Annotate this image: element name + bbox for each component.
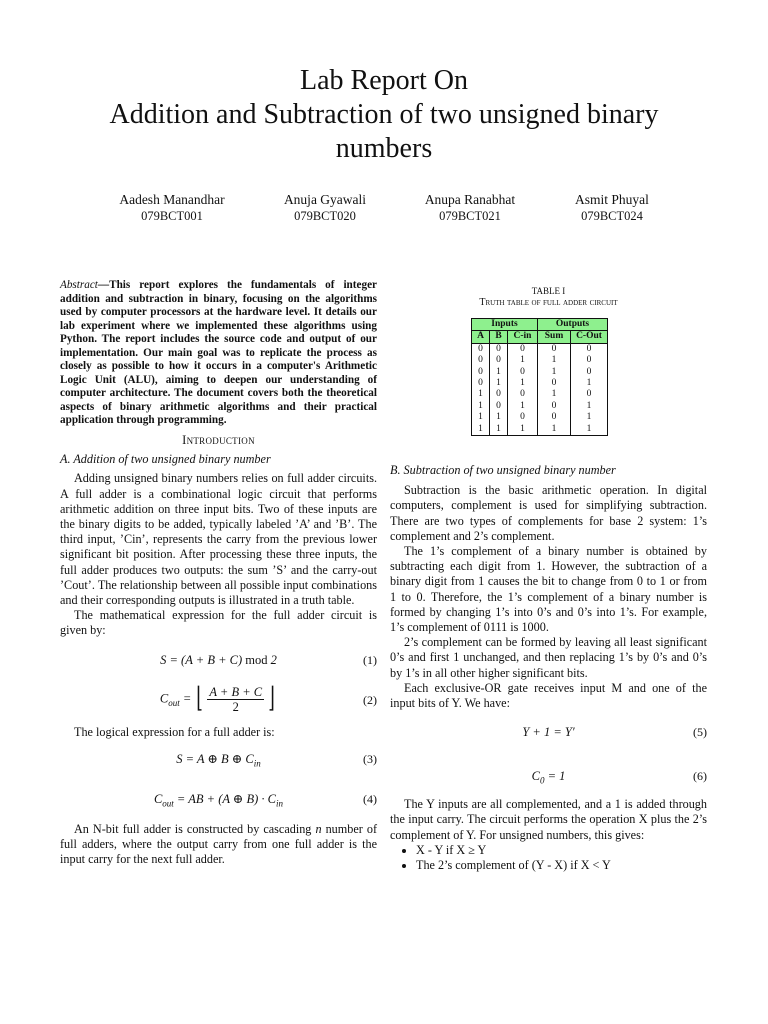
table-row [472,355,608,366]
author-3 [390,191,550,225]
introduction-heading: Introduction [182,433,255,447]
equation-number: (2) [363,692,377,707]
title-line-1: Lab Report On [300,65,468,96]
table-cell: 0 [472,367,490,378]
author-2 [245,191,405,225]
table-group-header [472,319,608,331]
sub-paragraph-1: Subtraction is the basic arithmetic operation. In digital computers, complement is used for simplifying subtraction. There are two types of complements for base 2 system: 1’s complement and 2’s complement. [390,483,707,543]
equation-number: (1) [363,652,377,667]
table-column-header [472,331,608,343]
table-cell: 0 [490,389,508,400]
table-cell: 1 [508,355,538,366]
subsection-a-heading: A. Addition of two unsigned binary number [60,452,271,467]
title-line-3: numbers [335,133,433,164]
author-id: 079BCT024 [581,209,643,223]
table-cell: 0 [538,412,571,423]
table-cell: 0 [508,389,538,400]
subsection-b-heading: B. Subtraction of two unsigned binary number [390,463,616,477]
paper-title [40,64,728,166]
table-cell: 0 [538,401,571,412]
table-cell: 0 [571,367,608,378]
equation-2: $C_{out}$ = ⌊ $\frac{A + B + C}{2}$ ⌋ (2) [159,683,377,715]
author-1 [92,191,252,225]
table-cell: 0 [538,343,571,355]
col-b: B [490,331,508,343]
table-row [472,343,608,355]
table-cell: 0 [508,412,538,423]
table-cell: 1 [508,378,538,389]
table-cell: 1 [571,412,608,423]
table-cell: 1 [571,424,608,436]
author-name: Anupa Ranabhat [424,192,516,207]
table-row [472,367,608,378]
col-cout: C-Out [571,331,608,343]
equation-number: (5) [693,725,707,740]
table-row [472,389,608,400]
table-cell: 1 [472,389,490,400]
bullet-item: • The 2’s complement of (Y - X) if X < Y [416,858,707,873]
group-inputs: Inputs [472,319,538,331]
table-cell: 1 [472,401,490,412]
author-name: Aadesh Manandhar [119,192,225,207]
table-cell: 0 [490,401,508,412]
table-cell: 1 [472,424,490,436]
table-caption [390,285,707,309]
table-row [472,401,608,412]
sub-paragraph-2: The 1’s complement of a binary number is obtained by subtracting each digit from 1. However, the subtraction of a binary digit from 1 causes the bit to change from 0 to 1 or from 1 to 0. Therefore, the 1’s complement of a binary number is formed by changing 1’s into 0’s and 0’s into 1’s. For example, 1’s complement of 0111 is 1000. [390,544,707,635]
table-row [472,424,608,436]
table-cell: 0 [508,343,538,355]
author-id: 079BCT021 [439,209,501,223]
intro-paragraph-1: Adding unsigned binary numbers relies on full adder circuits. A full adder is a combinational logic circuit that performs arithmetic addition on three input bits. Two of these inputs are the binary digits to be added, typically labeled ’A’ and ’B’. The third input, ’Cin’, represents the carry from the previous lower significant bit position. After processing these three inputs, the full adder produces two outputs: the sum ’S’ and the carry-out ’Cout’. The relationship between all possible input combinations and their corresponding outputs is illustrated in a truth table. [60,471,377,608]
sub-paragraph-3: 2’s complement can be formed by leaving all least significant 0’s and first 1 unchanged, and then replacing 1’s by 0’s and 0’s by 1’s in all other higher significant bits. [390,635,707,680]
equation-number: (6) [693,769,707,784]
table-row [472,378,608,389]
equation-3: S = A ⊕ B ⊕ $C_{in}$ (3) [176,751,377,769]
title-line-2: Addition and Subtraction of two unsigned binary [109,99,659,130]
table-title: Truth table of full adder circuit [479,297,618,308]
table-cell: 1 [508,401,538,412]
intro-paragraph-3: The logical expression for a full adder is: [74,724,275,739]
table-label: TABLE I [531,286,566,296]
table-row [472,412,608,423]
table-cell: 0 [490,343,508,355]
introduction-section [60,433,377,867]
col-sum: Sum [538,331,571,343]
table-cell: 1 [472,412,490,423]
author-name: Anuja Gyawali [283,192,367,207]
table-cell: 1 [490,367,508,378]
truth-table [471,318,608,436]
subtraction-section [390,463,707,873]
table-cell: 0 [508,367,538,378]
table-cell: 1 [490,412,508,423]
sub-paragraph-5: The Y inputs are all complemented, and a 1 is added through the input carry. The circuit performs the operation X plus the 2’s complement of Y. For unsigned numbers, this gives: [390,797,707,842]
table-cell: 1 [571,401,608,412]
table-cell: 0 [472,378,490,389]
equation-5: Y + 1 = Y′ (5) [522,725,707,740]
intro-paragraph-4: An N-bit full adder is constructed by cascading n number of full adders, where the output carry from one full adder is the input carry for the next full adder. [60,821,378,867]
table-cell: 1 [538,424,571,436]
author-id: 079BCT020 [294,209,356,223]
sub-paragraph-4: Each exclusive-OR gate receives input M and one of the input bits of Y. We have: [390,680,707,711]
table-cell: 1 [490,378,508,389]
table-cell: 1 [508,424,538,436]
table-cell: 1 [538,355,571,366]
equation-6: $C_0 = 1$ (6) [531,769,707,786]
equation-1: S = (A + B + C) mod 2 (1) [160,652,377,667]
bullet-item: • X - Y if X ≥ Y [416,843,707,858]
abstract [60,279,377,428]
abstract-text: —This report explores the fundamentals of integer addition and subtraction in binary, focusing on the algorithms used by computer processors at the hardware level. It details our lab experiment where we implemented these algorithms using Python. The report includes the source code and output of our implementation. Our main goal was to replicate the process as closely as possible to how it occurs in a computer's Arithmetic Logic Unit (ALU), aiming to deepen our understanding of computer architecture. The document covers both the theoretical aspects of binary arithmetic algorithms and their practical application through programming. [60,279,377,427]
equation-number: (3) [363,751,377,766]
truth-table-body [472,343,608,435]
table-cell: 0 [571,355,608,366]
table-cell: 1 [490,424,508,436]
equation-number: (4) [363,791,377,806]
table-cell: 0 [490,355,508,366]
equation-4: $C_{out}$ = AB + (A ⊕ $B) \cdot C_{in}$ (4) [153,791,377,809]
table-cell: 0 [538,378,571,389]
abstract-lead: Abstract [60,279,98,291]
col-cin: C-in [508,331,538,343]
author-name: Asmit Phuyal [575,192,649,207]
table-cell: 0 [571,343,608,355]
col-a: A [472,331,490,343]
table-cell: 0 [472,355,490,366]
table-cell: 1 [538,367,571,378]
table-cell: 1 [571,378,608,389]
group-outputs: Outputs [538,319,608,331]
intro-paragraph-2: The mathematical expression for the full adder circuit is given by: [60,608,377,638]
result-bullet-list [390,843,707,873]
author-id: 079BCT001 [141,209,203,223]
table-cell: 0 [472,343,490,355]
table-cell: 1 [538,389,571,400]
table-cell: 0 [571,389,608,400]
author-4 [532,191,692,225]
